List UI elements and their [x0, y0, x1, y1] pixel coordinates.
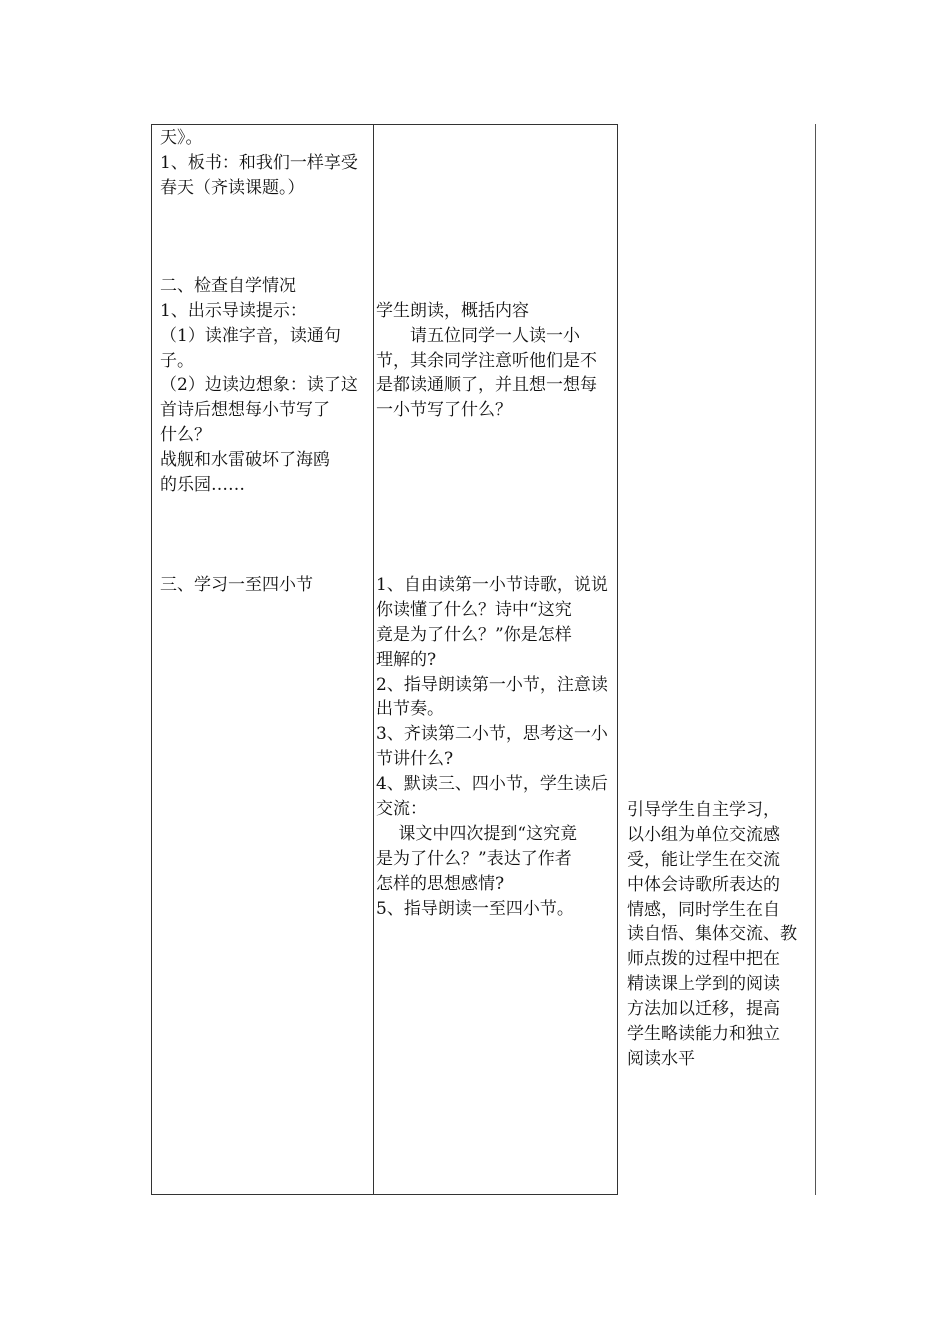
design-intent-line: 引导学生自主学习，	[627, 800, 780, 820]
teacher-step-line: 天》。	[160, 128, 203, 148]
student-activity-line: 请五位同学一人读一小	[376, 326, 580, 346]
student-activity-line: 一小节写了什么？	[376, 400, 512, 420]
student-activity-line: 5、指导朗读一至四小节。	[376, 899, 574, 919]
student-activity-line: 4、默读三、四小节，学生读后	[376, 774, 608, 794]
table-left-border	[151, 124, 152, 1195]
student-activity-line: 2、指导朗读第一小节，注意读	[376, 675, 608, 695]
column-divider-3	[815, 124, 816, 1195]
section-heading-2: 二、检查自学情况	[160, 276, 296, 296]
design-intent-line: 中体会诗歌所表达的	[627, 875, 780, 895]
column-divider-1	[373, 124, 374, 1195]
teacher-step-line: 什么？	[160, 425, 211, 445]
design-intent-line: 阅读水平	[627, 1049, 695, 1069]
design-intent-line: 学生略读能力和独立	[627, 1024, 780, 1044]
column-divider-2	[617, 124, 618, 1195]
section-heading-3: 三、学习一至四小节	[160, 575, 313, 595]
teacher-step-line: 1、板书：和我们一样享受	[160, 153, 358, 173]
student-activity-line: 怎样的思想感情?	[376, 874, 505, 894]
teacher-step-line: 的乐园……	[160, 475, 245, 495]
table-bottom-border	[151, 1194, 618, 1195]
design-intent-line: 精读课上学到的阅读	[627, 974, 780, 994]
teacher-step-line: 战舰和水雷破坏了海鸥	[160, 450, 330, 470]
student-activity-line: 1、自由读第一小节诗歌，说说	[376, 575, 608, 595]
design-intent-line: 师点拨的过程中把在	[627, 949, 780, 969]
design-intent-line: 以小组为单位交流感	[627, 825, 780, 845]
design-intent-line: 受，能让学生在交流	[627, 850, 780, 870]
student-activity-line: 节，其余同学注意听他们是不	[376, 351, 597, 371]
student-activity-line: 节讲什么?	[376, 749, 454, 769]
design-intent-line: 读自悟、集体交流、教	[627, 924, 797, 944]
student-activity-line: 学生朗读，概括内容	[376, 301, 529, 321]
student-activity-line: 出节奏。	[376, 699, 444, 719]
table-top-border	[151, 124, 618, 125]
design-intent-line: 方法加以迁移，提高	[627, 999, 780, 1019]
student-activity-line: 3、齐读第二小节，思考这一小	[376, 724, 608, 744]
teacher-step-line: 首诗后想想每小节写了	[160, 400, 330, 420]
student-activity-line: 竟是为了什么？”你是怎样	[376, 625, 572, 645]
student-activity-line: 你读懂了什么？诗中“这究	[376, 600, 572, 620]
teacher-step-line: 春天（齐读课题。）	[160, 178, 305, 198]
teacher-step-line: 子。	[160, 351, 194, 371]
teacher-step-line: 1、出示导读提示：	[160, 301, 307, 321]
design-intent-line: 情感，同时学生在自	[627, 900, 780, 920]
student-activity-line: 是都读通顺了，并且想一想每	[376, 375, 597, 395]
student-activity-line: 是为了什么？”表达了作者	[376, 849, 572, 869]
student-activity-line: 理解的?	[376, 650, 437, 670]
student-activity-line: 交流：	[376, 799, 427, 819]
teacher-step-line: （1）读准字音，读通句	[160, 326, 341, 346]
student-activity-line: 课文中四次提到“这究竟	[376, 824, 578, 844]
teacher-step-line: （2）边读边想象：读了这	[160, 375, 358, 395]
